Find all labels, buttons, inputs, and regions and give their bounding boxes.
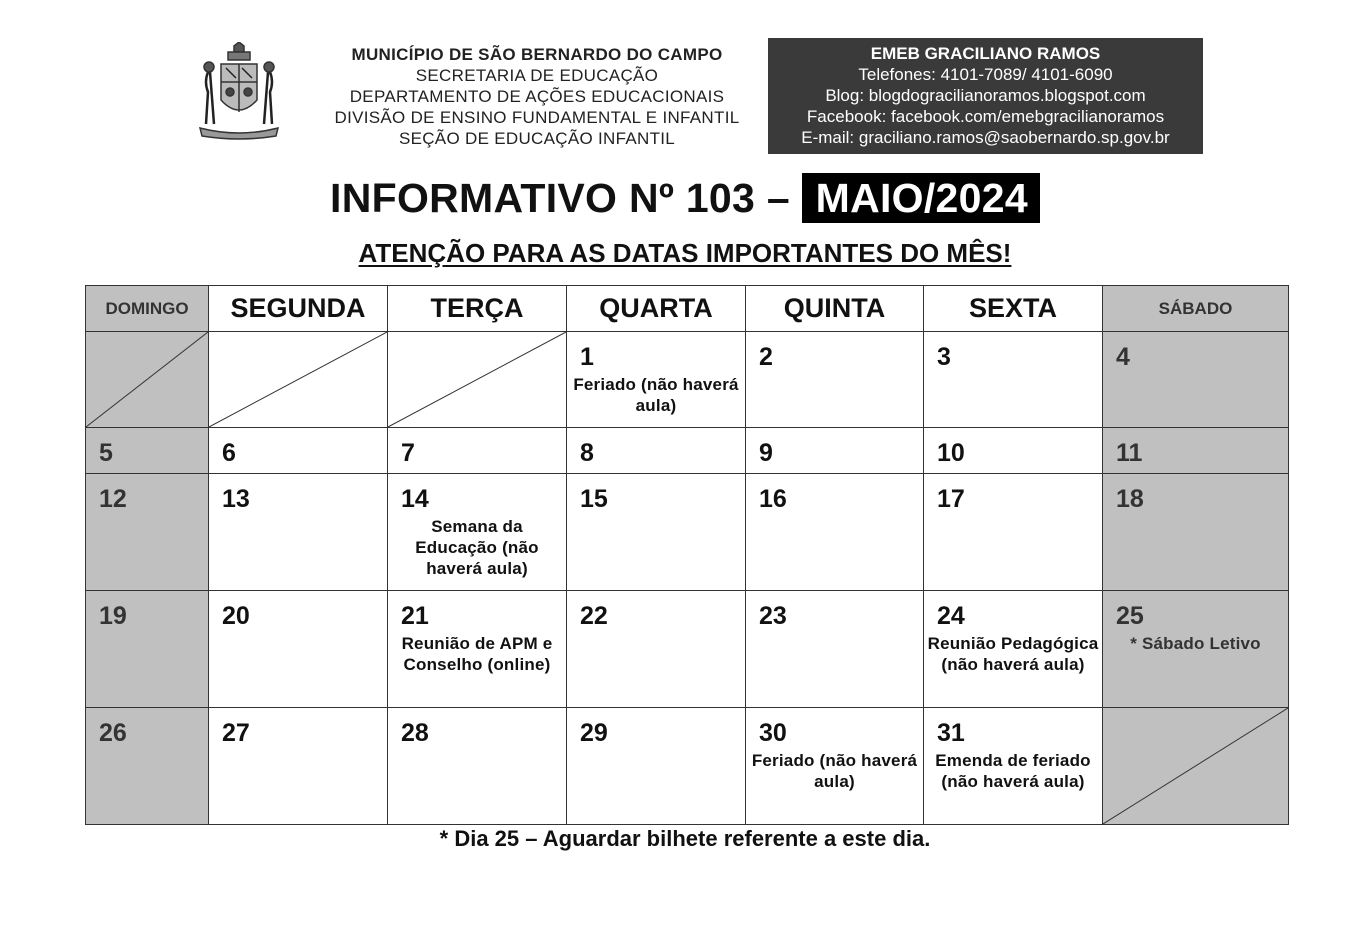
calendar-week-3 [86,474,1289,591]
calendar-day [86,428,209,474]
day-number: 21 [401,602,429,630]
day-number: 31 [937,719,965,747]
footnote: * Dia 25 – Aguardar bilhete referente a este dia. [439,826,931,851]
calendar-day [567,591,746,708]
day-number: 2 [759,343,773,371]
section-name: SEÇÃO DE EDUCAÇÃO INFANTIL [398,129,676,148]
school-email: E-mail: graciliano.ramos@saobernardo.sp.gov.br [801,128,1170,147]
day-number: 8 [580,439,594,467]
calendar-day [746,332,924,428]
day-number: 7 [401,439,415,467]
header-tuesday: TERÇA [388,286,567,332]
day-number: 5 [99,439,113,467]
day-number: 1 [580,343,594,371]
division-name: DIVISÃO DE ENSINO FUNDAMENTAL E INFANTIL [334,108,740,127]
day-number: 28 [401,719,429,747]
empty-day-diagonal [1103,708,1288,824]
calendar-day [209,708,388,825]
calendar-day [209,591,388,708]
calendar-day-empty [86,332,209,428]
title-prefix: INFORMATIVO Nº 103 – [330,175,790,221]
day-note: * Sábado Letivo [1130,634,1261,653]
day-note: Emenda de feriado (não haverá aula) [935,751,1091,791]
calendar-day [567,474,746,591]
day-number: 11 [1116,439,1143,467]
calendar-day [567,708,746,825]
header-saturday: SÁBADO [1103,286,1289,332]
calendar-day [1103,474,1289,591]
school-contact-box [768,38,1203,154]
header-wednesday: QUARTA [567,286,746,332]
calendar-day [388,428,567,474]
day-number: 29 [580,719,608,747]
title-month: MAIO/2024 [802,173,1040,223]
day-number: 22 [580,602,608,630]
school-name: EMEB GRACILIANO RAMOS [870,44,1101,63]
day-note: Feriado (não haverá aula) [573,375,739,415]
calendar-day [209,428,388,474]
day-number: 20 [222,602,250,630]
calendar-week-5 [86,708,1289,825]
calendar-day [388,474,567,591]
day-number: 6 [222,439,236,467]
calendar-day [746,708,924,825]
day-number: 3 [937,343,951,371]
department-name: DEPARTAMENTO DE AÇÕES EDUCACIONAIS [349,87,725,106]
day-number: 19 [99,602,127,630]
day-number: 30 [759,719,787,747]
municipality-name: MUNICÍPIO DE SÃO BERNARDO DO CAMPO [351,45,723,64]
institution-header [318,44,756,149]
calendar-day [1103,428,1289,474]
day-number: 25 [1116,602,1144,630]
calendar-day [746,591,924,708]
calendar-day [86,474,209,591]
day-number: 15 [580,485,608,513]
header-thursday: QUINTA [746,286,924,332]
calendar-day [86,708,209,825]
calendar-day [1103,332,1289,428]
subtitle-text: ATENÇÃO PARA AS DATAS IMPORTANTES DO MÊS! [358,238,1012,268]
empty-day-diagonal [86,332,208,427]
calendar-day-empty [209,332,388,428]
day-number: 12 [99,485,127,513]
day-number: 13 [222,485,250,513]
school-facebook: Facebook: facebook.com/emebgracilianoramos [806,107,1165,126]
municipal-coat-of-arms-icon [196,42,282,142]
empty-day-diagonal [209,332,387,427]
calendar-day-empty [388,332,567,428]
empty-day-diagonal [388,332,566,427]
calendar-day [924,474,1103,591]
calendar-day [924,428,1103,474]
secretariat-name: SECRETARIA DE EDUCAÇÃO [415,66,659,85]
calendar-day-empty [1103,708,1289,825]
calendar-week-4 [86,591,1289,708]
calendar-week-1 [86,332,1289,428]
calendar-day [209,474,388,591]
day-note: Reunião Pedagógica (não haverá aula) [927,634,1099,674]
header-friday: SEXTA [924,286,1103,332]
calendar-day [924,591,1103,708]
calendar-day [388,591,567,708]
calendar-week-2 [86,428,1289,474]
day-number: 9 [759,439,773,467]
day-number: 18 [1116,485,1144,513]
calendar-day [567,332,746,428]
calendar-table [85,285,1289,825]
day-number: 23 [759,602,787,630]
day-number: 14 [401,485,429,513]
calendar-header-row [86,286,1289,332]
calendar-day [1103,591,1289,708]
calendar-day [388,708,567,825]
calendar-day [924,708,1103,825]
day-number: 27 [222,719,250,747]
header-monday: SEGUNDA [209,286,388,332]
calendar-day [746,474,924,591]
page-subtitle [0,236,1370,270]
header-sunday: DOMINGO [86,286,209,332]
page-title [0,172,1370,224]
day-note: Semana da Educação (não haverá aula) [415,517,539,578]
day-number: 26 [99,719,127,747]
day-number: 24 [937,602,965,630]
school-phones: Telefones: 4101-7089/ 4101-6090 [858,65,1113,84]
calendar-day [746,428,924,474]
calendar-day [86,591,209,708]
day-note: Feriado (não haverá aula) [751,751,918,791]
school-blog: Blog: blogdogracilianoramos.blogspot.com [825,86,1146,105]
day-number: 16 [759,485,787,513]
day-note: Reunião de APM e Conselho (online) [401,634,553,674]
day-number: 17 [937,485,965,513]
day-number: 10 [937,439,965,467]
calendar-day [567,428,746,474]
calendar-day [924,332,1103,428]
day-number: 4 [1116,343,1130,371]
